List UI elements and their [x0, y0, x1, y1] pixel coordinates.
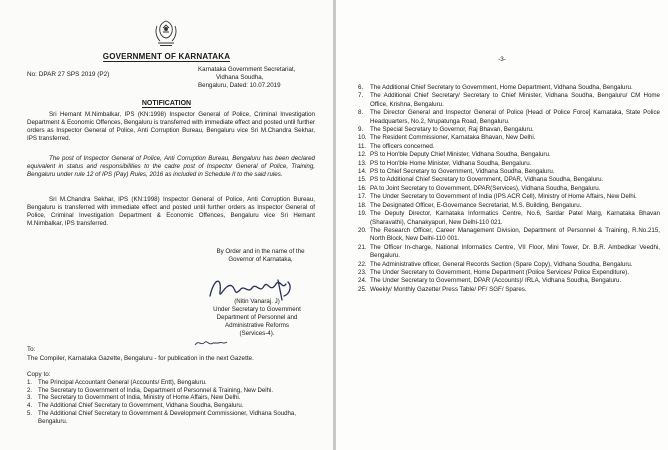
issuing-address: [198, 66, 295, 90]
item-number: 10.: [358, 134, 367, 142]
to-label: To:: [27, 346, 36, 353]
item-number: 22.: [358, 260, 367, 268]
list-item: [27, 387, 312, 395]
item-text: The Secretary to Government of India, Ministry of Home Affairs, New Delhi.: [38, 394, 241, 402]
list-item: [358, 185, 660, 193]
list-item: [358, 134, 660, 142]
list-item: [358, 168, 660, 176]
copy-to-label: Copy to:: [27, 371, 51, 378]
list-item: [358, 92, 660, 109]
item-number: 2.: [27, 386, 33, 394]
item-text: The Additional Chief Secretary/ Secretary to Chief Minister, Vidhana Soudha, Bengaluru/ CM Home Office, Krishna, Bengaluru.: [370, 92, 660, 108]
item-text: PS to Additional Chief Secretary to Government, DPAR, Vidhana Soudha, Bengaluru.: [370, 176, 604, 184]
to-recipient: The Compiler, Karnataka Gazette, Bengaluru - for publication in the next Gazette.: [27, 355, 254, 362]
item-text: The Resident Commissioner, Karnataka Bhavan, New Delhi.: [370, 134, 536, 142]
government-title: GOVERNMENT OF KARNATAKA: [102, 52, 231, 61]
item-text: The Under Secretary to Government, DPAR (Accounts)/ IRLA, Vidhana Soudha, Bengaluru.: [370, 277, 622, 285]
item-text: The Under Secretary to Government of India (IPS ACR Cell), Ministry of Home Affairs, New Delhi.: [370, 193, 637, 201]
paragraph-transfer-1: Sri Hemant M.Nimbalkar, IPS (KN:1998) Inspector General of Police, Criminal Investigation Department & Economic Offences, Bengaluru is transferred with immediate effect and posted until further orders as Inspector General of Police, Anti Corruption Bureau, Bengaluru vice Sri M.Chandra Sekhar, IPS transferred.: [27, 111, 315, 143]
item-text: The Additional Chief Secretary to Government & Development Commissioner, Vidhana Soudha, Bengaluru.: [38, 409, 296, 425]
item-text: The Secretary to Government of India, Department of Personnel & Training, New Delhi.: [38, 386, 274, 394]
signatory-designation: Administrative Reforms: [225, 322, 289, 329]
signatory-designation: Department of Personnel and: [216, 314, 298, 321]
item-number: 13.: [358, 159, 367, 167]
item-number: 25.: [358, 285, 367, 293]
item-text: PS to Hon'ble Deputy Chief Minister, Vidhana Soudha, Bengaluru.: [370, 151, 551, 159]
list-item: [358, 84, 660, 92]
list-item: [27, 394, 312, 402]
order-line: [198, 248, 323, 264]
item-text: PS to Chief Secretary to Government, Vidhana Soudha, Bengaluru.: [370, 168, 555, 176]
item-number: 6.: [358, 84, 364, 91]
signatory-designation: Under Secretary to Government: [213, 306, 301, 313]
copy-to-list: [27, 379, 312, 425]
list-item: [358, 277, 660, 285]
item-text: PA to Joint Secretary to Government, DPAR(Services), Vidhana Soudha, Bengaluru.: [370, 184, 601, 192]
page-number: -3-: [498, 56, 506, 63]
signatory-name: (Nitin Vanaraj. J): [234, 298, 280, 305]
item-number: 18.: [358, 201, 367, 209]
item-number: 1.: [27, 379, 33, 386]
paragraph-transfer-2: Sri M.Chandra Sekhar, IPS (KN:1998) Inspector General of Police, Anti Corruption Bureau, Bengaluru is transferred with immediate effect and posted until further orders as Inspector General of Police, Criminal Investigation Department & Economic Offences, Bengaluru vice Sri Hemant M.Nimbalkar, IPS transferred.: [27, 196, 315, 228]
page-left: [0, 0, 333, 450]
item-number: 24.: [358, 277, 367, 285]
order-text: Governor of Karnataka,: [228, 256, 293, 263]
item-text: The Administrative officer, General Records Section (Spare Copy), Vidhana Soudha, Bengaluru.: [370, 260, 633, 268]
signatory-block: [182, 298, 332, 338]
list-item: [358, 176, 660, 184]
item-text: The officers concerned.: [370, 142, 435, 150]
item-number: 4.: [27, 402, 33, 410]
reference-number: No: DPAR 27 SPS 2019 (P2): [27, 71, 110, 78]
item-text: The Special Secretary to Governor, Raj Bhavan, Bengaluru.: [370, 126, 534, 134]
list-item: [358, 202, 660, 210]
item-text: Weekly/ Monthly Gazette/ Press Table/ PF/ SGF/ Spares.: [370, 285, 527, 293]
list-item: [358, 269, 660, 277]
item-text: The Deputy Director, Karnataka Informatics Centre, No.6, Sardar Patel Marg, Karnataka Bhavan (Sharavathi), Chanakyapuri, New Delhi-110 021.: [370, 210, 660, 226]
state-emblem-icon: [150, 18, 182, 48]
address-line: Karnataka Government Secretariat,: [198, 66, 296, 73]
item-number: 14.: [358, 168, 367, 176]
address-line: Vidhana Soudha,: [216, 74, 264, 81]
item-number: 19.: [358, 210, 367, 218]
list-item: [358, 193, 660, 201]
address-line: Bengaluru, Dated: 10.07.2019: [198, 82, 281, 89]
list-item: [27, 402, 312, 410]
list-item: [358, 227, 660, 244]
item-number: 15.: [358, 176, 367, 184]
item-number: 21.: [358, 243, 367, 251]
list-item: [358, 286, 660, 294]
notification-title: NOTIFICATION: [141, 100, 192, 107]
item-text: The Research Officer, Career Management Division, Department of Personnel & Training, R.No.215, North Block, New Delhi-110 001.: [370, 226, 660, 243]
item-text: The Director General and Inspector General of Police [Head of Police Force] Karnataka, State Police Headquarters, No.2, Nrupatunga Road, Bengaluru.: [370, 109, 660, 125]
list-item: [358, 160, 660, 168]
distribution-list: [358, 84, 660, 294]
item-text: The Additional Chief Secretary to Government, Home Department, Vidhana Soudha, Bengaluru.: [370, 84, 633, 91]
page-right: [336, 0, 668, 450]
item-number: 23.: [358, 268, 367, 276]
item-number: 3.: [27, 394, 33, 402]
item-number: 9.: [358, 126, 364, 134]
item-number: 20.: [358, 226, 367, 234]
item-text: The Principal Accountant General (Accounts/ Entt), Bengaluru.: [38, 379, 207, 386]
item-number: 5.: [27, 409, 33, 417]
list-item: [358, 261, 660, 269]
item-text: PS to Hon'ble Home Minister, Vidhana Soudha, Bengaluru.: [370, 159, 532, 167]
list-item: [27, 379, 312, 387]
item-number: 11.: [358, 142, 367, 150]
item-text: The Under Secretary to Government, Home Department (Police Services/ Police Expenditure).: [370, 268, 629, 276]
paragraph-equivalence: The post of Inspector General of Police, Anti Corruption Bureau, Bengaluru has been declared equivalent in status and responsibilities to the cadre post of Inspector General of Police, Training, Bengaluru under rule 12 of IPS (Pay) Rules, 2016 as included in Schedule II to the said rules.: [27, 155, 315, 179]
list-item: [358, 244, 660, 261]
list-item: [358, 143, 660, 151]
item-number: 17.: [358, 193, 367, 201]
list-item: [358, 109, 660, 126]
item-text: The Officer In-charge, National Informatics Centre, VII Floor, Mini Tower, Dr. B.R. Ambedkar Veedhi, Bengaluru.: [370, 243, 660, 260]
item-text: The Designated Officer, E-Governance Secretariat, M.S. Building, Bengaluru.: [370, 201, 582, 209]
item-number: 8.: [358, 109, 364, 117]
signatory-designation: (Services-4).: [239, 330, 275, 337]
order-text: By Order and in the name of the: [216, 248, 305, 255]
item-text: The Additional Chief Secretary to Government, Vidhana Soudha, Bengaluru.: [38, 402, 244, 410]
item-number: 12.: [358, 151, 367, 159]
list-item: [358, 126, 660, 134]
list-item: [27, 410, 312, 425]
initials-mark: [193, 338, 233, 348]
item-number: 7.: [358, 92, 364, 100]
list-item: [358, 210, 660, 227]
list-item: [358, 151, 660, 159]
item-number: 16.: [358, 184, 367, 192]
